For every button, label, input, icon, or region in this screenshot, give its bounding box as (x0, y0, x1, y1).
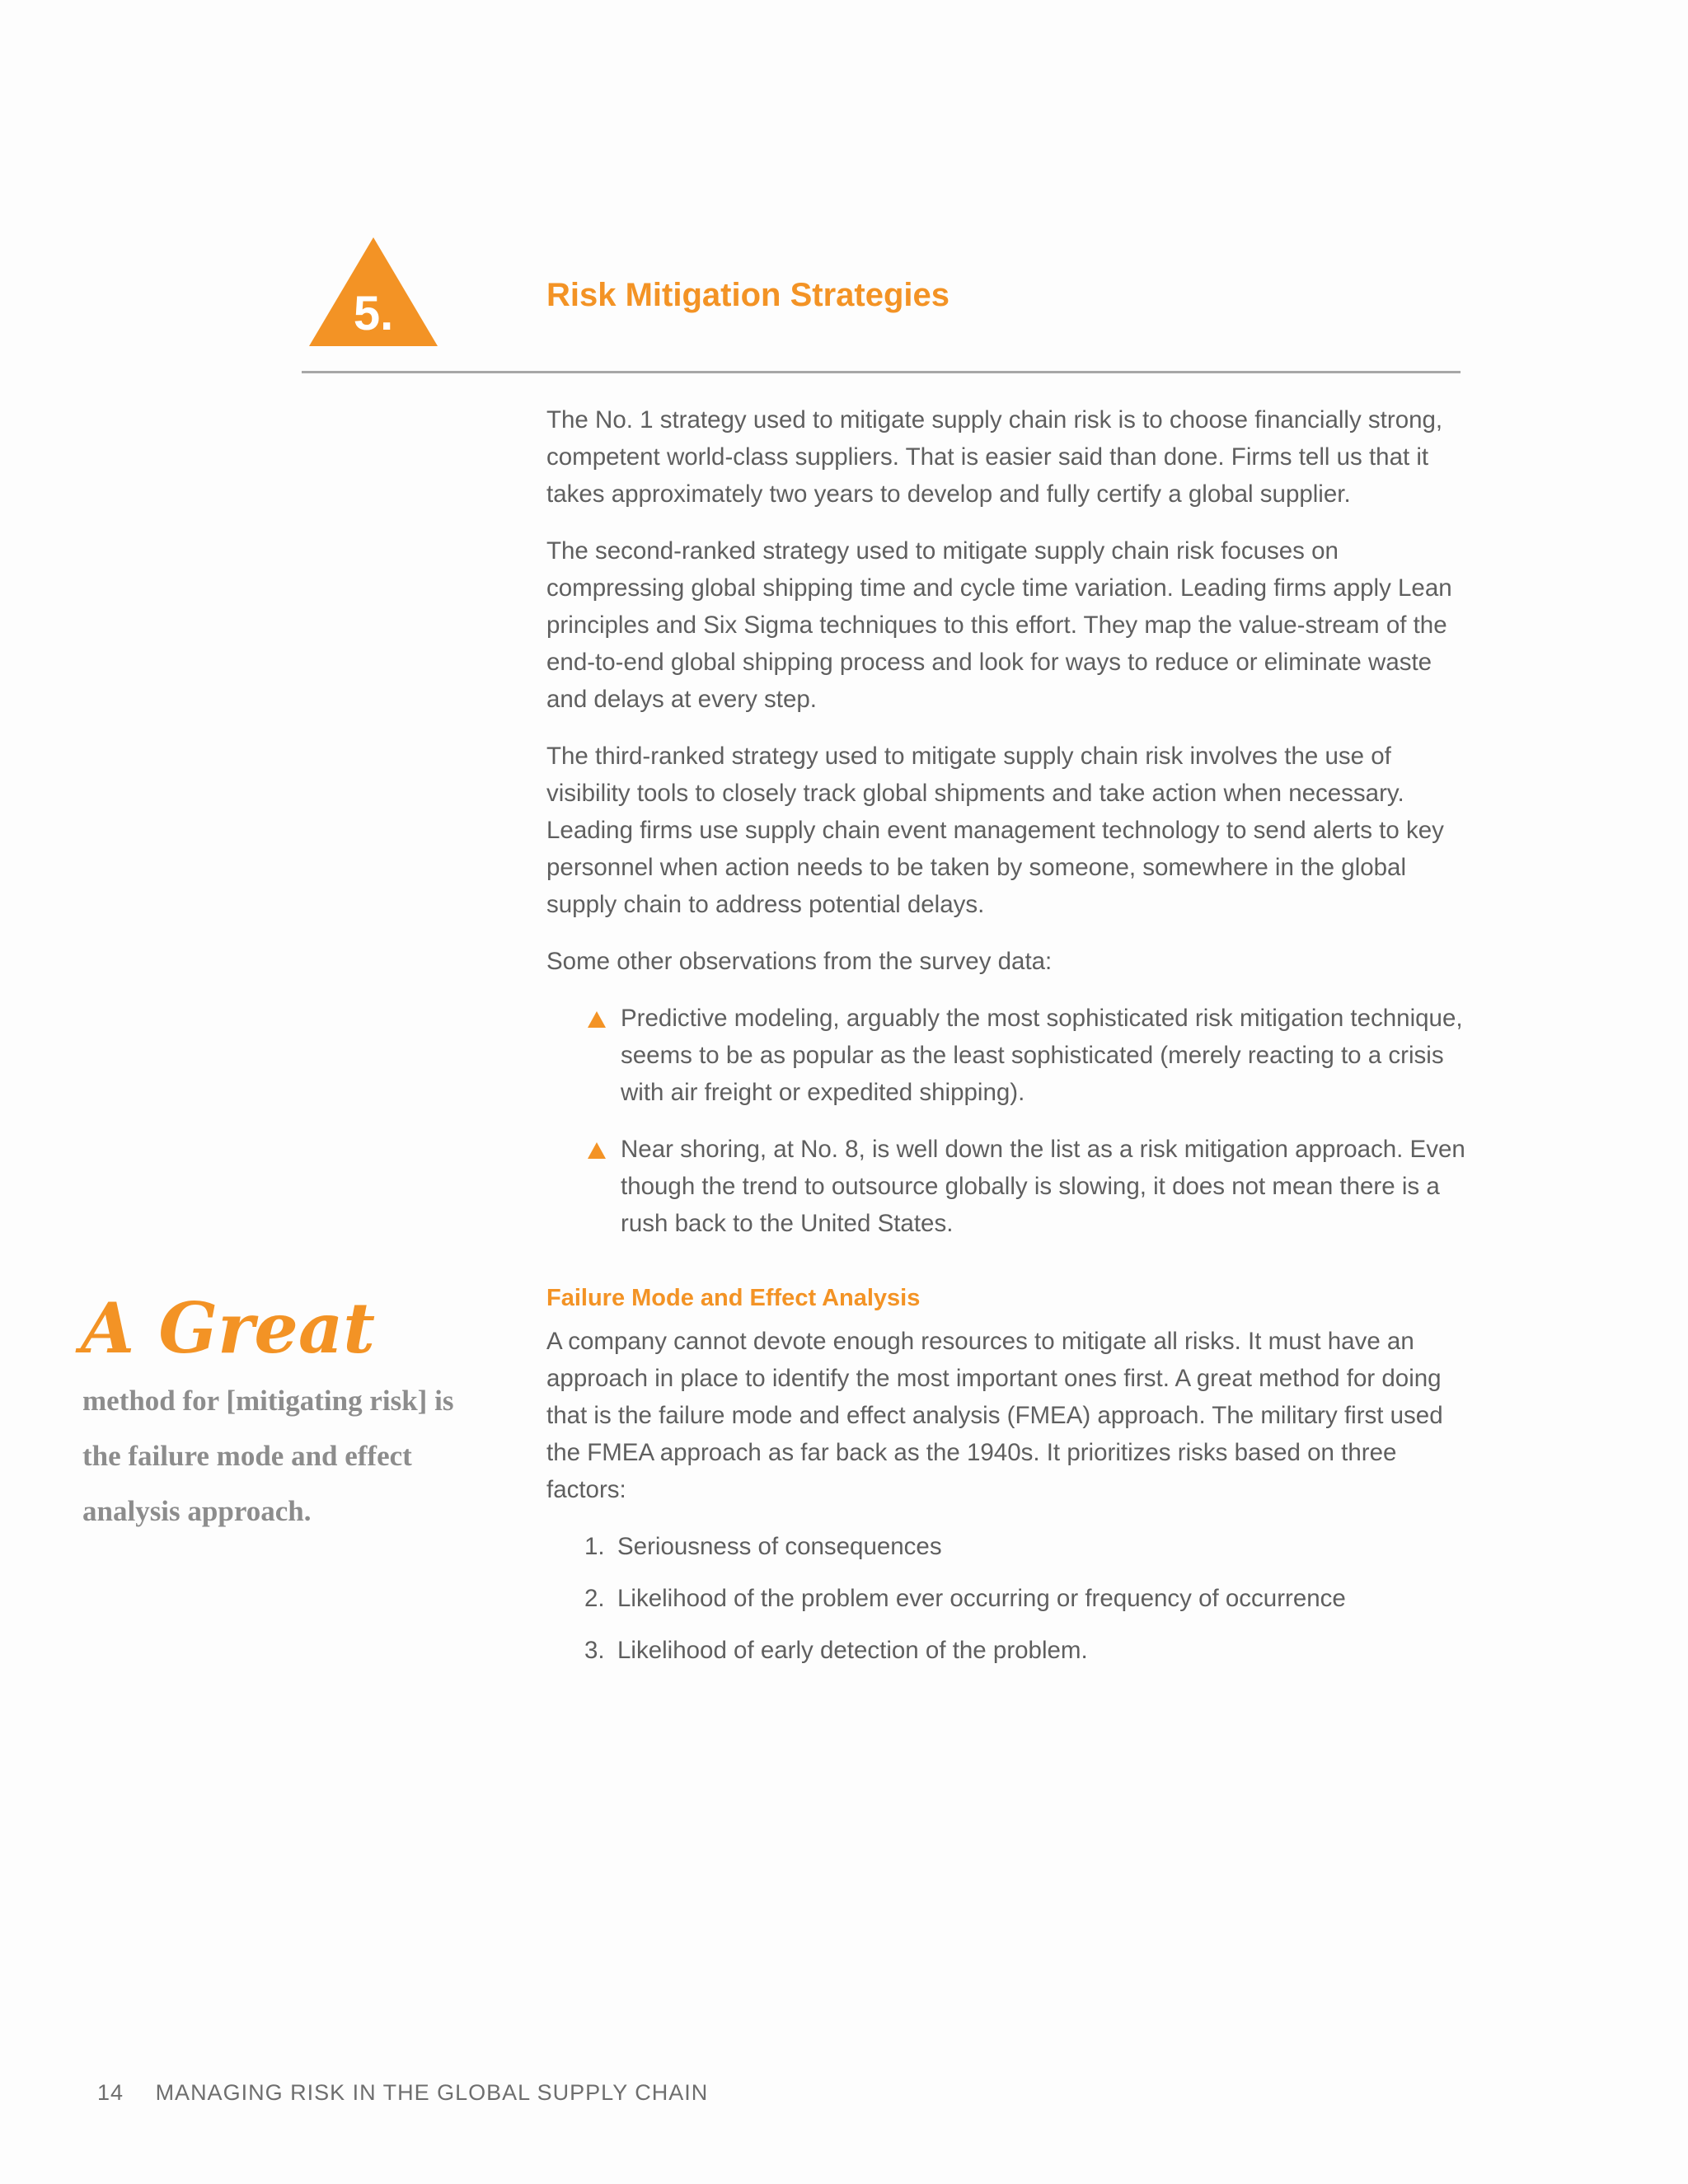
triangle-bullet-icon (588, 1011, 606, 1028)
triangle-bullet-icon (588, 1142, 606, 1159)
page-number: 14 (97, 2080, 124, 2105)
header-divider (302, 371, 1461, 373)
page-footer (97, 2080, 708, 2106)
paragraph-shipping-strategy: The second-ranked strategy used to mitigate supply chain risk focuses on compressing global shipping time and cycle time variation. Leading firms apply Lean principles and Six Sigma techniques to this effort. They map the value-stream of the end-to-end global shipping process and look for ways to reduce or eliminate waste and delays at every step. (546, 537, 1452, 713)
factor-text: Likelihood of early detection of the problem. (617, 1637, 1088, 1664)
fmea-heading: Failure Mode and Effect Analysis (546, 1285, 921, 1311)
main-column (546, 401, 1470, 1684)
list-item (584, 1528, 1470, 1565)
section-number-badge (307, 237, 439, 348)
list-item (584, 1632, 1470, 1669)
list-item (588, 1131, 1470, 1242)
paragraph-observations-intro: Some other observations from the survey data: (546, 948, 1053, 975)
pull-quote-text: method for [mitigating risk] is the failure mode and effect analysis approach. (82, 1385, 454, 1527)
paragraph-visibility-strategy: The third-ranked strategy used to mitigate supply chain risk involves the use of visibility tools to closely track global shipments and take action when necessary. Leading firms use supply chain event management technology to send alerts to key personnel when action needs to be taken by someone, somewhere in the global supply chain to address potential delays. (546, 743, 1444, 918)
list-item (584, 1580, 1470, 1617)
section-title: Risk Mitigation Strategies (546, 277, 950, 313)
section-number: 5. (353, 287, 394, 340)
list-number: 3. (584, 1637, 605, 1664)
list-number: 1. (584, 1533, 605, 1560)
paragraph-fmea: A company cannot devote enough resources to mitigate all risks. It must have an approach in place to identify the most important ones first. A great method for doing that is the failure mode and effect analysis (FMEA) approach. The military first used the FMEA approach as far back as the 1940s. It prioritizes risks based on three factors: (546, 1328, 1443, 1503)
factor-text: Likelihood of the problem ever occurring or frequency of occurrence (617, 1585, 1346, 1612)
fmea-factors-list (546, 1528, 1470, 1669)
bullet-text: Predictive modeling, arguably the most sophisticated risk mitigation technique, seems to be as popular as the least sophisticated (merely reacting to a crisis with air freight or expedited shipping). (621, 1005, 1463, 1106)
running-title: MANAGING RISK IN THE GLOBAL SUPPLY CHAIN (155, 2080, 709, 2105)
bullet-text: Near shoring, at No. 8, is well down the list as a risk mitigation approach. Even though the trend to outsource globally is slowing, it does not mean there is a rush back to the United States. (621, 1136, 1465, 1237)
pull-quote-lead: A Great (81, 1287, 376, 1369)
factor-text: Seriousness of consequences (617, 1533, 942, 1560)
list-number: 2. (584, 1585, 605, 1612)
observations-list (546, 1000, 1470, 1242)
triangle-badge-icon (307, 237, 439, 348)
paragraph-supplier-strategy: The No. 1 strategy used to mitigate supply chain risk is to choose financially strong, competent world-class suppliers. That is easier said than done. Firms tell us that it takes approximately two years to develop and fully certify a global supplier. (546, 406, 1443, 508)
list-item (588, 1000, 1470, 1111)
